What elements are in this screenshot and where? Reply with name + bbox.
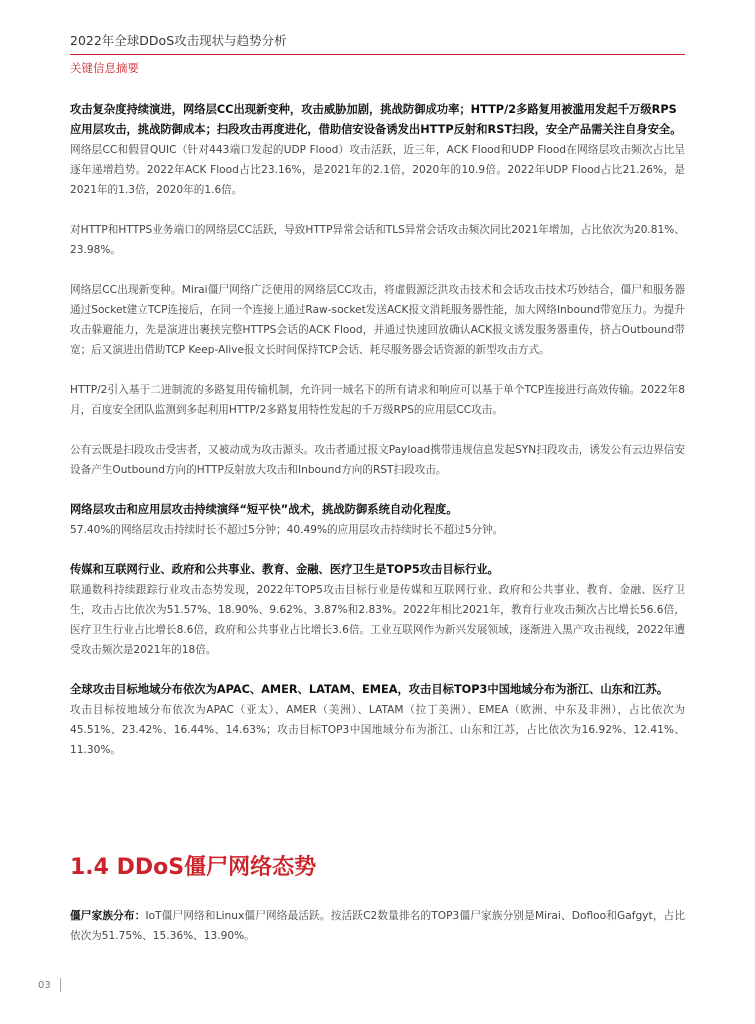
summary-block-attack-duration [70, 500, 685, 540]
block-paragraph: 网络层CC出现新变种。Mirai僵尸网络广泛使用的网络层CC攻击，将虚假源泛洪攻击技术和会话攻击技术巧妙结合，僵尸和服务器通过Socket建立TCP连接后，在同一个连接上通过Raw-socket发送ACK报文消耗服务器性能，加大网络Inbound带宽压力。为提升攻击躲避能力，先是演进出裹挟完整HTTPS会话的ACK Flood，并通过快速回放确认ACK报文诱发服务器重传，挤占Outbound带宽；后又演进出借助TCP Keep-Alive报文长时间保持TCP会话、耗尽服务器会话资源的新型攻击方式。 [70, 284, 685, 356]
page-number-divider [60, 978, 61, 992]
block-heading: 攻击复杂度持续演进，网络层CC出现新变种，攻击威胁加剧，挑战防御成功率；HTTP/2多路复用被滥用发起千万级RPS应用层攻击，挑战防御成本；扫段攻击再度进化，借助信安设备诱发出HTTP反射和RST扫段，安全产品需关注自身安全。 [70, 103, 682, 136]
botnet-family-paragraph [70, 906, 685, 946]
block-heading: 网络层攻击和应用层攻击持续演绎“短平快”战术，挑战防御系统自动化程度。 [70, 503, 458, 516]
document-title: 2022年全球DDoS攻击现状与趋势分析 [70, 33, 287, 48]
summary-block-attack-complexity [70, 100, 685, 480]
summary-content [70, 100, 685, 780]
page-number: 03 [38, 980, 51, 991]
botnet-family-text: IoT僵尸网络和Linux僵尸网络最活跃。按活跃C2数量排名的TOP3僵尸家族分别是Mirai、Dofloo和Gafgyt，占比依次为51.75%、15.36%、13.90%。 [70, 910, 685, 942]
summary-block-target-industries [70, 560, 685, 660]
header-divider [70, 54, 685, 55]
block-paragraph: 公有云既是扫段攻击受害者，又被动成为攻击源头。攻击者通过报文Payload携带违规信息发起SYN扫段攻击，诱发公有云边界信安设备产生Outbound方向的HTTP反射放大攻击和Inbound方向的RST扫段攻击。 [70, 444, 685, 476]
block-paragraph: 57.40%的网络层攻击持续时长不超过5分钟；40.49%的应用层攻击持续时长不超过5分钟。 [70, 524, 504, 536]
block-paragraph: 攻击目标按地域分布依次为APAC（亚太）、AMER（美洲）、LATAM（拉丁美洲）、EMEA（欧洲、中东及非洲），占比依次为45.51%、23.42%、16.44%、14.63%；攻击目标TOP3中国地域分布为浙江、山东和江苏，占比依次为16.92%、12.41%、11.30%。 [70, 704, 685, 756]
block-heading: 全球攻击目标地域分布依次为APAC、AMER、LATAM、EMEA，攻击目标TOP3中国地域分布为浙江、山东和江苏。 [70, 683, 669, 696]
summary-block-target-regions [70, 680, 685, 760]
botnet-family-label: 僵尸家族分布： [70, 910, 146, 922]
block-paragraph: 网络层CC和假冒QUIC（针对443端口发起的UDP Flood）攻击活跃，近三年，ACK Flood和UDP Flood在网络层攻击频次占比呈逐年递增趋势。2022年ACK Flood占比23.16%，是2021年的2.1倍，2020年的10.9倍。2022年UDP Flood占比21.26%，是2021年的1.3倍，2020年的1.6倍。 [70, 144, 685, 196]
section-title: 1.4 DDoS僵尸网络态势 [70, 855, 317, 880]
block-heading: 传媒和互联网行业、政府和公共事业、教育、金融、医疗卫生是TOP5攻击目标行业。 [70, 563, 499, 576]
page-header [70, 33, 685, 75]
block-paragraph: 对HTTP和HTTPS业务端口的网络层CC活跃，导致HTTP异常会话和TLS异常会话攻击频次同比2021年增加，占比依次为20.81%、23.98%。 [70, 224, 685, 256]
section-label: 关键信息摘要 [70, 61, 139, 75]
block-paragraph: 联通数科持续跟踪行业攻击态势发现，2022年TOP5攻击目标行业是传媒和互联网行业、政府和公共事业、教育、金融、医疗卫生，攻击占比依次为51.57%、18.90%、9.62%、3.87%和2.83%。2022年相比2021年，教育行业攻击频次占比增长56.6倍，医疗卫生行业占比增长8.6倍，政府和公共事业占比增长3.6倍。工业互联网作为新兴发展领域，逐渐进入黑产攻击视线，2022年遭受攻击频次是2021年的18倍。 [70, 584, 685, 656]
block-paragraph: HTTP/2引入基于二进制流的多路复用传输机制，允许同一域名下的所有请求和响应可以基于单个TCP连接进行高效传输。2022年8月，百度安全团队监测到多起利用HTTP/2多路复用特性发起的千万级RPS的应用层CC攻击。 [70, 384, 685, 416]
